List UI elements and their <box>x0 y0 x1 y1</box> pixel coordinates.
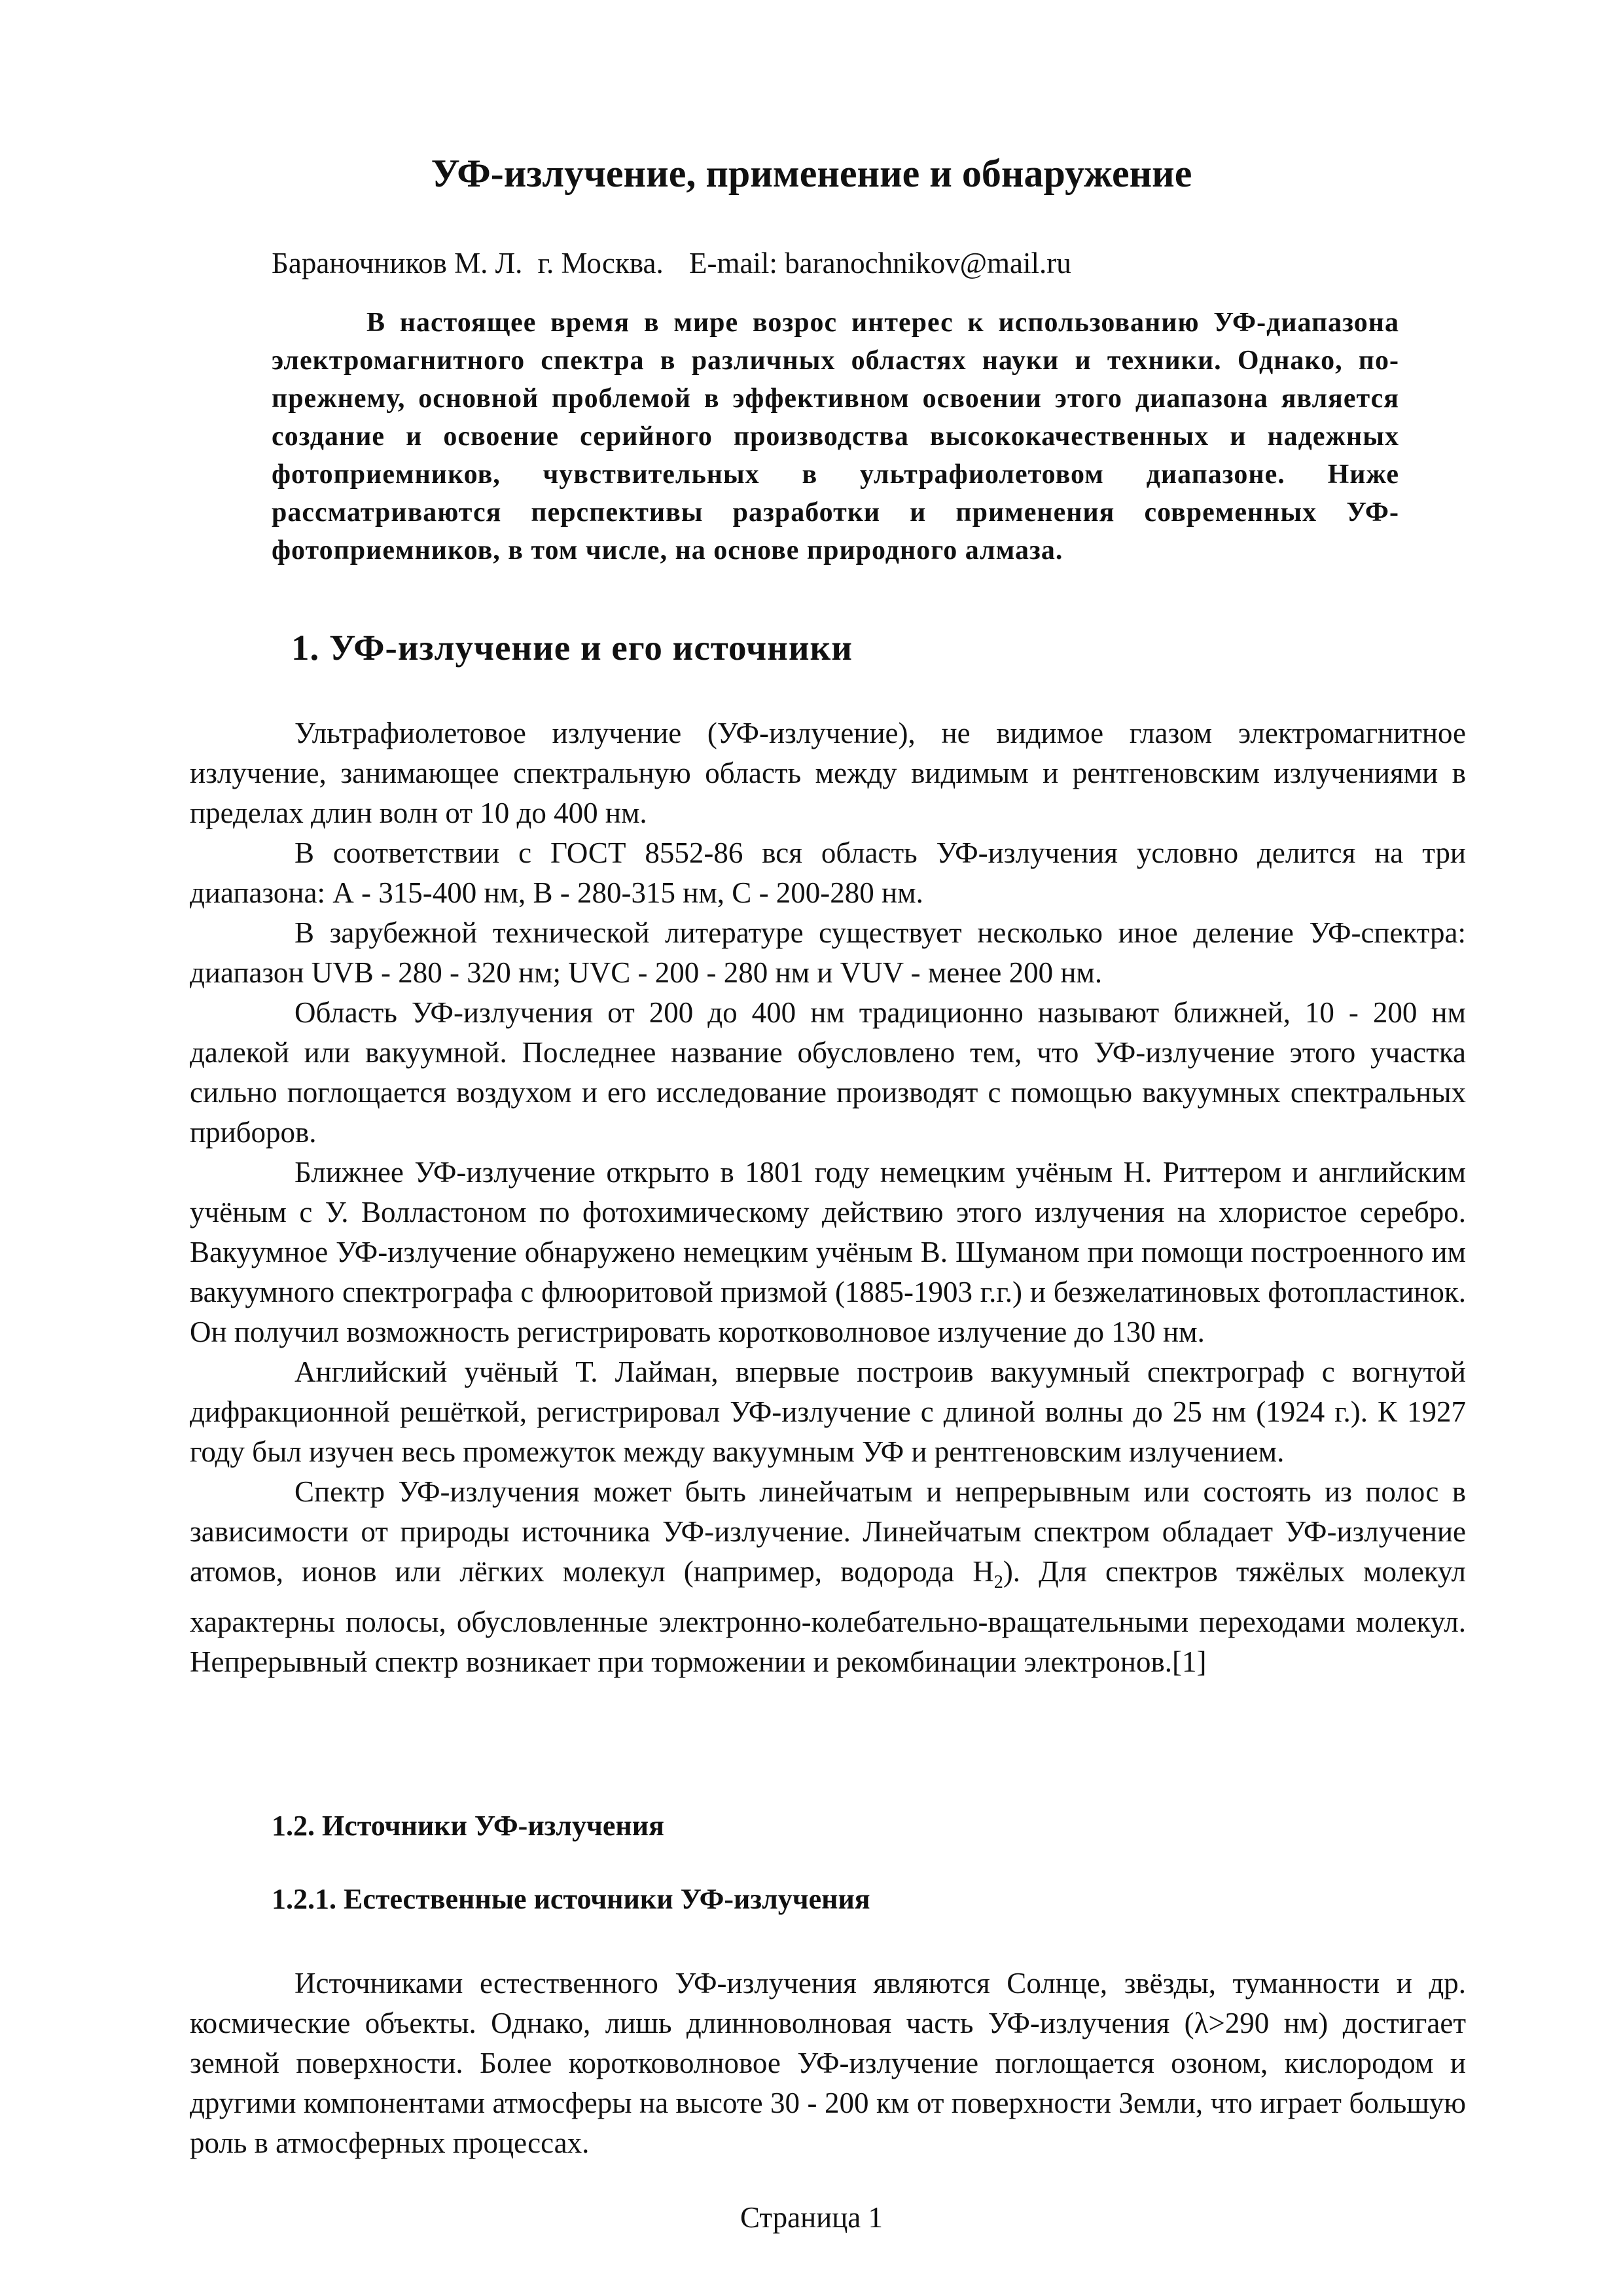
author-city: г. Москва. <box>537 247 664 279</box>
section-1-heading: 1. УФ-излучение и его источники <box>291 628 853 668</box>
section-1-2-1-heading: 1.2.1. Естественные источники УФ-излучения <box>272 1883 870 1915</box>
paragraph: Область УФ-излучения от 200 до 400 нм традиционно называют ближней, 10 - 200 нм далекой или вакуумной. Последнее название обусловлено тем, что УФ-излучение этого участка сильно поглощается воздухом и его исследование производят с помощью вакуумных спектральных приборов. <box>190 996 1466 1149</box>
paper-title: УФ-излучение, применение и обнаружение <box>431 152 1192 195</box>
author-email: E-mail: baranochnikov@mail.ru <box>688 247 1071 279</box>
abstract-text: В настоящее время в мире возрос интерес к использованию УФ-диапазона электромагнитного спектра в различных областях науки и техники. Однако, по-прежнему, основной проблемой в эффективном освоении этого диапазона является создание и освоение серийного производства высококачественных и надежных фотоприемников, чувствительных в ультрафиолетовом диапазоне. Ниже рассматриваются перспективы разработки и применения современных УФ-фотоприемников, в том числе, на основе природного алмаза. <box>272 308 1399 565</box>
paragraph: Английский учёный Т. Лайман, впервые построив вакуумный спектрограф с вогнутой дифракционной решёткой, регистрировал УФ-излучение с длиной волны до 25 нм (1924 г.). К 1927 году был изучен весь промежуток между вакуумным УФ и рентгеновским излучением. <box>190 1355 1466 1468</box>
section-1-2-1-body <box>190 1964 1466 2163</box>
paragraph: Ближнее УФ-излучение открыто в 1801 году немецким учёным Н. Риттером и английским учёным с У. Волластоном по фотохимическому действию этого излучения на хлористое серебро. Вакуумное УФ-излучение обнаружено немецким учёным В. Шуманом при помощи построенного им вакуумного спектрографа с флюоритовой призмой (1885-1903 г.г.) и безжелатиновых фотопластинок. Он получил возможность регистрировать коротковолновое излучение до 130 нм. <box>190 1156 1466 1348</box>
spectrum-text-start: Спектр УФ-излучения может быть линейчатым и непрерывным или состоять из полос в зависимости от природы источника УФ-излучение. Линейчатым спектром обладает УФ-излучение атомов, ионов или лёгких молекул (например, водорода H <box>190 1475 1466 1588</box>
section-1-2-heading: 1.2. Источники УФ-излучения <box>272 1810 664 1842</box>
section-1-body <box>190 713 1466 1682</box>
paragraph: В зарубежной технической литературе существует несколько иное деление УФ-спектра: диапазон UVB - 280 - 320 нм; UVC - 200 - 280 нм и VUV - менее 200 нм. <box>190 916 1466 989</box>
paragraph: В соответствии с ГОСТ 8552-86 вся область УФ-излучения условно делится на три диапазона: А - 315-400 нм, В - 280-315 нм, С - 200-280 нм. <box>190 836 1466 909</box>
page-number: Страница 1 <box>740 2201 883 2234</box>
subscript: 2 <box>993 1572 1003 1592</box>
paragraph: Ультрафиолетовое излучение (УФ-излучение), не видимое глазом электромагнитное излучение, занимающее спектральную область между видимым и рентгеновским излучениями в пределах длин волн от 10 до 400 нм. <box>190 717 1466 829</box>
author-name: Бараночников М. Л. <box>272 247 523 279</box>
abstract <box>272 304 1399 569</box>
spectrum-text-end: ). Для спектров тяжёлых молекул характерны полосы, обусловленные электронно-колебательно-вращательными переходами молекул. Непрерывный спектр возникает при торможении и рекомбинации электронов.[1] <box>190 1555 1466 1678</box>
spectrum-paragraph <box>190 1472 1466 1682</box>
paragraph: Источниками естественного УФ-излучения являются Солнце, звёзды, туманности и др. космические объекты. Однако, лишь длинноволновая часть УФ-излучения (λ>290 нм) достигает земной поверхности. Более коротковолновое УФ-излучение поглощается озоном, кислородом и другими компонентами атмосферы на высоте 30 - 200 км от поверхности Земли, что играет большую роль в атмосферных процессах. <box>190 1967 1466 2159</box>
author-line <box>272 243 1071 283</box>
